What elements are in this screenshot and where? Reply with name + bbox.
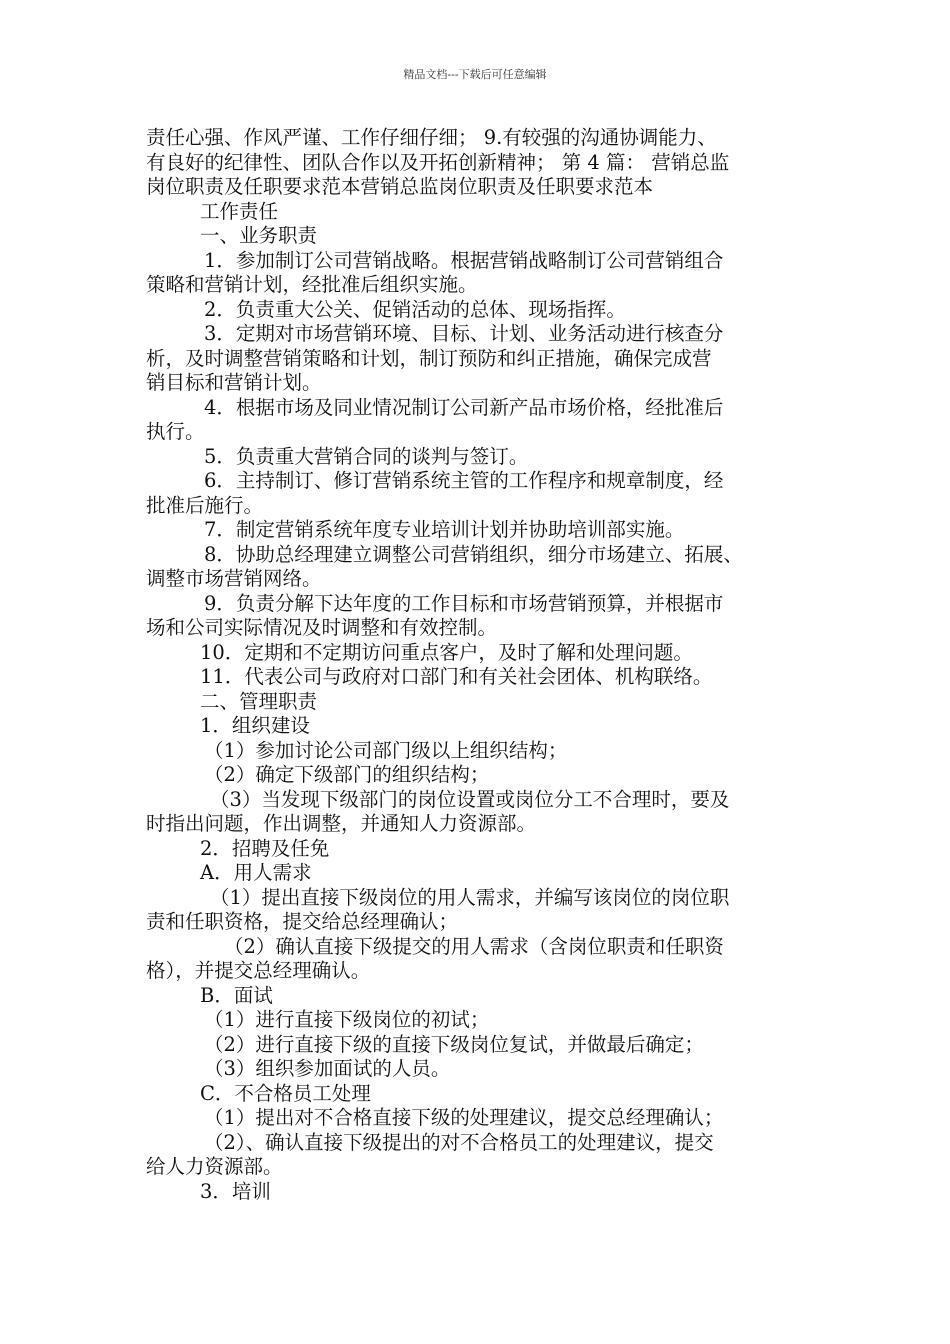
text-line: （1）进行直接下级岗位的初试； [204, 1008, 490, 1031]
text-line: 时指出问题，作出调整，并通知人力资源部。 [146, 812, 537, 835]
text-line: 场和公司实际情况及时调整和有效控制。 [146, 616, 498, 639]
text-line: A．用人需求 [200, 861, 312, 884]
text-line: （2）、确认直接下级提出的对不合格员工的处理建议，提交 [204, 1130, 714, 1154]
text-line: 6．主持制订、修订营销系统主管的工作程序和规章制度，经 [204, 469, 724, 492]
text-line: 责和任职资格，提交给总经理确认； [146, 910, 459, 933]
text-line: 责任心强、作风严谨、工作仔细仔细； 9.有较强的沟通协调能力、 [146, 126, 717, 149]
text-line: 执行。 [146, 420, 205, 443]
text-line: B．面试 [200, 983, 273, 1007]
text-line: 3．培训 [200, 1179, 271, 1203]
text-line: 1．组织建设 [200, 714, 310, 737]
text-line: 批准后施行。 [146, 493, 264, 517]
text-line: （1）提出对不合格直接下级的处理建议，提交总经理确认； [204, 1106, 724, 1129]
text-line: 二、管理职责 [200, 689, 318, 713]
text-line: 5．负责重大营销合同的谈判与签订。 [204, 444, 529, 468]
text-line: 7．制定营销系统年度专业培训计划并协助培训部实施。 [204, 518, 685, 541]
text-line: 销目标和营销计划。 [146, 371, 322, 394]
text-line: 9．负责分解下达年度的工作目标和市场营销预算，并根据市 [204, 591, 724, 615]
page-header: 精品文档---下载后可任意编辑 [403, 68, 547, 81]
text-line: （1）提出直接下级岗位的用人需求，并编写该岗位的岗位职 [210, 885, 730, 909]
text-line: 1．参加制订公司营销战略。根据营销战略制订公司营销组合 [204, 248, 724, 272]
text-line: 10．定期和不定期访问重点客户，及时了解和处理问题。 [200, 640, 693, 664]
text-line: （1）参加讨论公司部门级以上组织结构； [204, 738, 568, 762]
text-line: 工作责任 [200, 199, 279, 223]
text-line: （3）组织参加面试的人员。 [204, 1057, 451, 1080]
text-line: 策略和营销计划，经批准后组织实施。 [146, 273, 478, 296]
text-line: C．不合格员工处理 [200, 1081, 371, 1105]
text-line: 一、业务职责 [200, 224, 318, 247]
text-line: （2）确定下级部门的组织结构； [204, 763, 490, 786]
text-line: 调整市场营销网络。 [146, 567, 322, 590]
text-line: 析，及时调整营销策略和计划，制订预防和纠正措施，确保完成营 [146, 346, 712, 370]
text-line: 2．招聘及任免 [200, 836, 330, 860]
text-line: 有良好的纪律性、团队合作以及开拓创新精神； 第 4 篇： 营销总监 [146, 150, 730, 174]
text-line: （2）进行直接下级的直接下级岗位复试，并做最后确定； [204, 1032, 704, 1056]
text-line: 8．协助总经理建立调整公司营销组织，细分市场建立、拓展、 [204, 542, 743, 566]
text-line: 2．负责重大公关、促销活动的总体、现场指挥。 [204, 297, 626, 321]
text-line: 3．定期对市场营销环境、目标、计划、业务活动进行核查分 [204, 322, 724, 345]
text-line: 给人力资源部。 [146, 1155, 283, 1178]
text-line: （3）当发现下级部门的岗位设置或岗位分工不合理时，要及 [210, 787, 730, 811]
document-body [146, 126, 836, 1204]
text-line: 4．根据市场及同业情况制订公司新产品市场价格，经批准后 [204, 395, 724, 419]
text-line: （2）确认直接下级提交的用人需求（含岗位职责和任职资 [224, 934, 724, 958]
text-line: 格），并提交总经理确认。 [146, 959, 371, 982]
text-line: 岗位职责及任职要求范本营销总监岗位职责及任职要求范本 [146, 175, 654, 198]
text-line: 11．代表公司与政府对口部门和有关社会团体、机构联络。 [200, 665, 713, 688]
